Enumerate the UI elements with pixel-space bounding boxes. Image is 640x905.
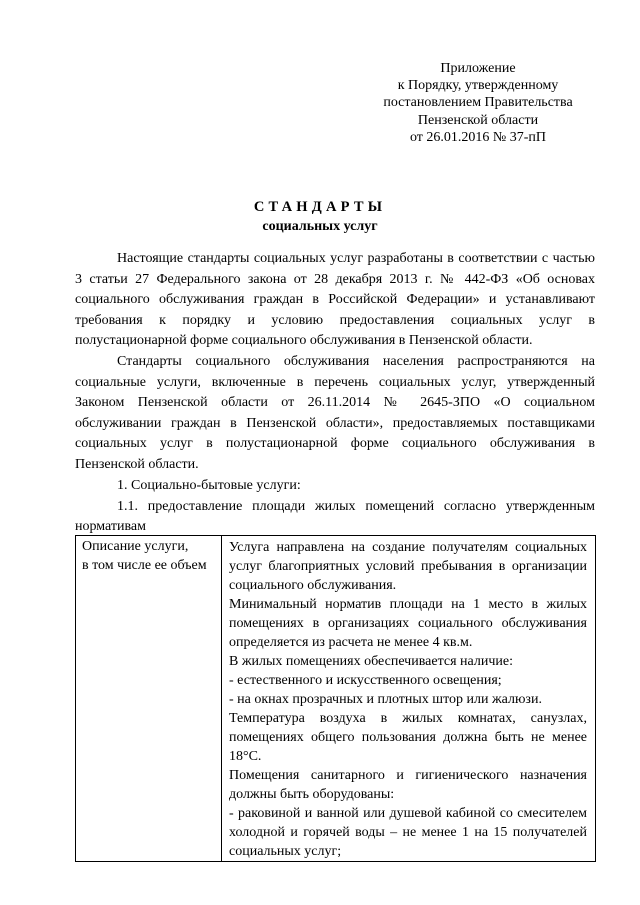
intro-text (75, 249, 595, 476)
table-label-cell (76, 536, 222, 862)
appendix-line: постановлением Правительства (383, 95, 573, 111)
section-heading: 1. Социально-бытовые услуги: (117, 478, 301, 493)
appendix-line: Приложение (440, 61, 516, 76)
section-text (75, 476, 595, 538)
label-line: в том числе ее объем (82, 557, 207, 573)
intro-paragraph-1: Настоящие стандарты социальных услуг разработаны в соответствии с частью 3 статьи 27 Федерального закона от 28 декабря 2013 г. № 442-ФЗ «Об основах социального обслуживания граждан в Российской Федерации» и устанавливают требования к порядку и условию предоставления социальных услуг в полустационарной форме социального обслуживания в Пензенской области. (75, 251, 595, 349)
section-item: 1.1. предоставление площади жилых помещений согласно утвержденным нормативам (75, 498, 595, 535)
description-line: Минимальный норматив площади на 1 место в жилых помещениях в организациях социального обслуживания определяется из расчета не менее 4 кв.м. (229, 597, 587, 650)
table-description-cell (222, 536, 596, 862)
appendix-line: от 26.01.2016 № 37-пП (409, 129, 547, 145)
appendix-line: к Порядку, утвержденному (397, 78, 559, 94)
label-line: Описание услуги, (82, 539, 189, 554)
description-line: Услуга направлена на создание получателям социальных услуг благоприятных условий пребывания в организации социального обслуживания. (229, 540, 587, 593)
description-line: - на окнах прозрачных и плотных штор или жалюзи. (229, 692, 542, 707)
intro-paragraph-2: Стандарты социального обслуживания населения распространяются на социальные услуги, включенные в перечень социальных услуг, утвержденный Законом Пензенской области от 26.11.2014 № 2645-ЗПО «О социальном обслуживании граждан в Пензенской области», предоставляемых поставщиками социальных услуг в полустационарной форме социального обслуживания в Пензенской области. (75, 353, 595, 472)
description-line: В жилых помещениях обеспечивается наличие: (229, 654, 513, 669)
appendix-block (368, 60, 588, 146)
document-subtitle: социальных услуг (262, 219, 378, 234)
table-row (76, 536, 596, 862)
description-line: Помещения санитарного и гигиенического назначения должны быть оборудованы: (229, 768, 587, 802)
description-line: - естественного и искусственного освещения; (229, 673, 502, 688)
appendix-line: Пензенской области (417, 112, 539, 128)
description-line: Температура воздуха в жилых комнатах, санузлах, помещениях общего пользования должна быть не менее 18°С. (229, 711, 587, 764)
description-line: - раковиной и ванной или душевой кабиной со смесителем холодной и горячей воды – не менее 1 на 15 получателей социальных услуг; (229, 806, 587, 859)
service-standard-table (75, 535, 596, 862)
document-title: СТАНДАРТЫ (253, 199, 387, 215)
